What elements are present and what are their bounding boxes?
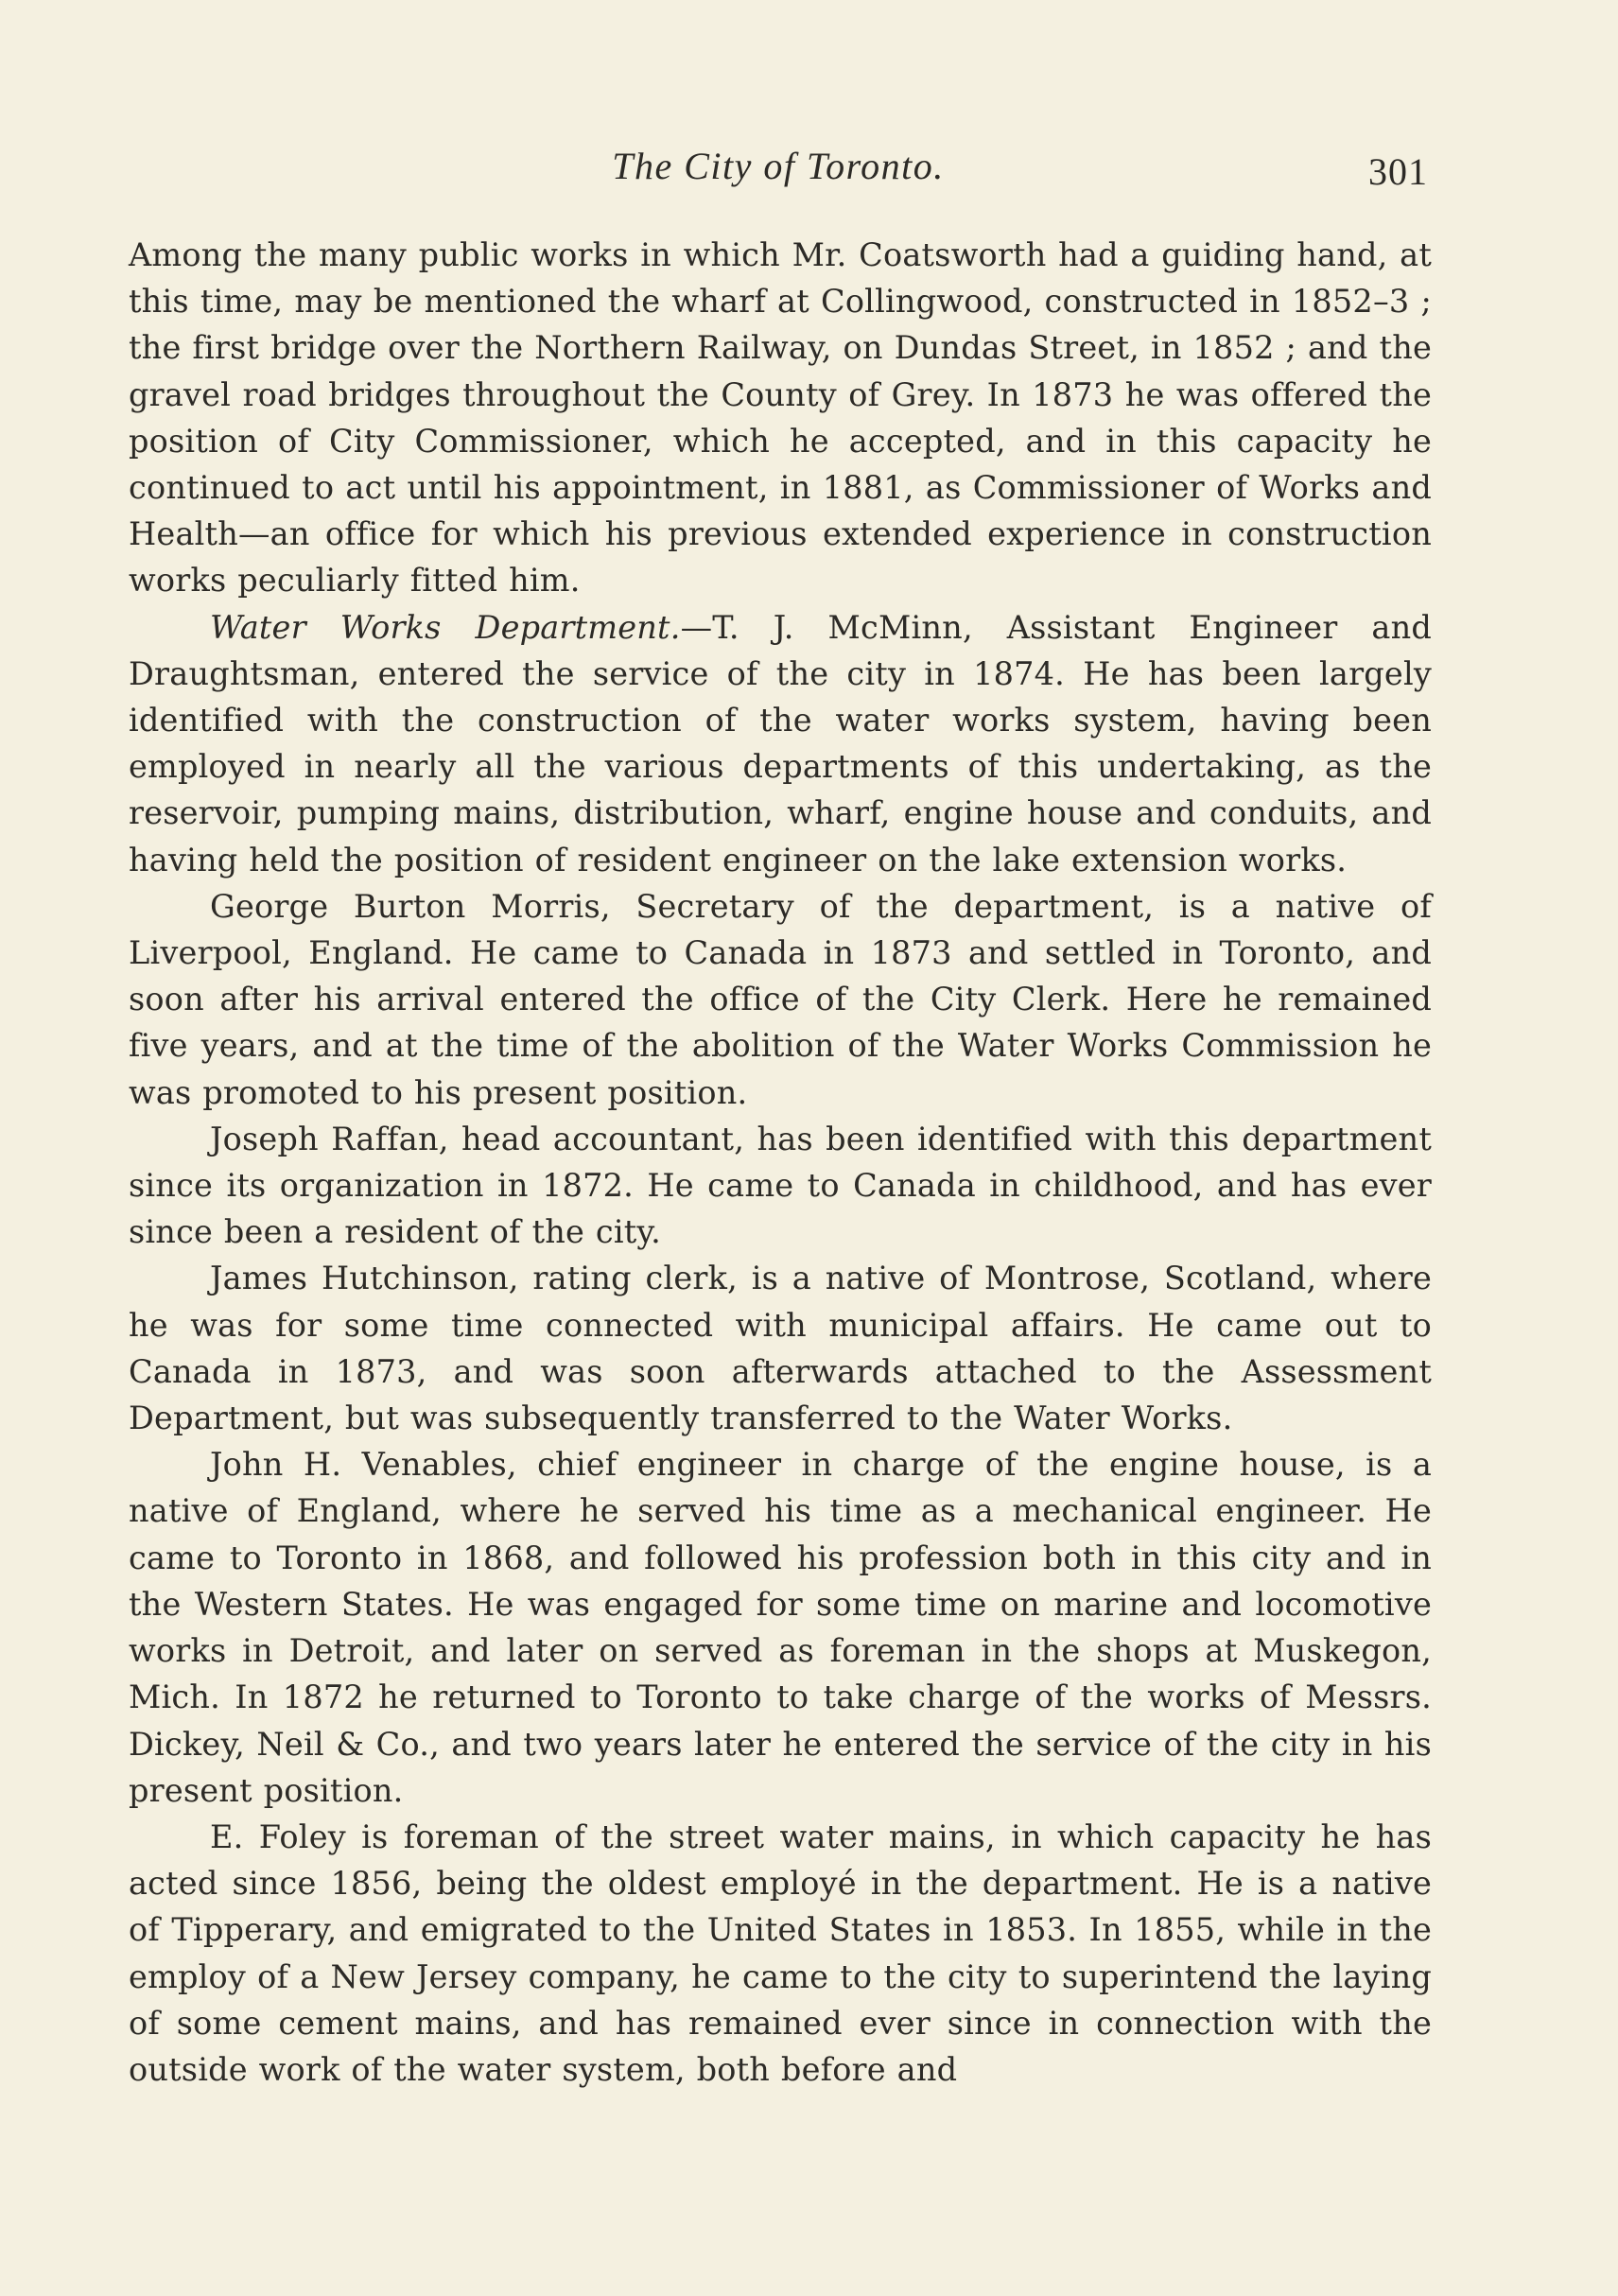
paragraph-text: James Hutchinson, rating clerk, is a native of Montrose, Scotland, where he was for some time connected with municipal affairs. He came out to Canada in 1873, and was soon afterwards attached to the Assessment Department, but was subsequently transferred to the Water Works. — [129, 1260, 1432, 1437]
paragraph-text: —T. J. McMinn, Assistant Engineer and Draughtsman, entered the service of the city in 1874. He has been largely identified with the construction of the water works system, having been employed in nearly all the various departments of this undertaking, as the reservoir, pumping mains, distribution, wharf, engine house and conduits, and having held the position of resident engineer on the lake extension works. — [129, 608, 1432, 878]
paragraph-james-hutchinson — [129, 1255, 1432, 1441]
paragraph-john-h-venables — [129, 1441, 1432, 1814]
paragraph-text: George Burton Morris, Secretary of the department, is a native of Liverpool, England. He came to Canada in 1873 and settled in Toronto, and soon after his arrival entered the office of the City Clerk. Here he remained five years, and at the time of the abolition of the Water Works Commission he was promoted to his present position. — [129, 887, 1432, 1111]
section-heading: Water Works Department. — [210, 608, 681, 646]
running-title: The City of Toronto. — [612, 145, 945, 187]
paragraph-text: Joseph Raffan, head accountant, has been identified with this department since its organization in 1872. He came to Canada in childhood, and has ever since been a resident of the city. — [129, 1120, 1432, 1251]
paragraph-text: E. Foley is foreman of the street water mains, in which capacity he has acted since 1856, being the oldest employé in the department. He is a native of Tipperary, and emigrated to the United States in 1853. In 1855, while in the employ of a New Jersey company, he came to the city to superintend the laying of some cement mains, and has remained ever since in connection with the outside work of the water system, both before and — [129, 1818, 1432, 2088]
paragraph-text: John H. Venables, chief engineer in charge of the engine house, is a native of England, where he served his time as a mechanical engineer. He came to Toronto in 1868, and followed his profession both in this city and in the Western States. He was engaged for some time on marine and locomotive works in Detroit, and later on served as foreman in the shops at Muskegon, Mich. In 1872 he returned to Toronto to take charge of the works of Messrs. Dickey, Neil & Co., and two years later he entered the service of the city in his present position. — [129, 1446, 1432, 1809]
paragraph-coatsworth-public-works — [129, 232, 1432, 604]
page-number: 301 — [1368, 150, 1428, 193]
page-body — [129, 232, 1432, 2093]
paragraph-water-works-department — [129, 604, 1432, 883]
paragraph-e-foley — [129, 1814, 1432, 2093]
paragraph-joseph-raffan — [129, 1116, 1432, 1256]
page-header — [129, 144, 1428, 200]
paragraph-george-burton-morris — [129, 883, 1432, 1116]
paragraph-text: Among the many public works in which Mr. Coatsworth had a guiding hand, at this time, may be mentioned the wharf at Collingwood, constructed in 1852–3 ; the first bridge over the Northern Railway, on Dundas Street, in 1852 ; and the gravel road bridges throughout the County of Grey. In 1873 he was offered the position of City Commissioner, which he accepted, and in this capacity he continued to act until his appointment, in 1881, as Commissioner of Works and Health—an office for which his previous extended experience in construction works peculiarly fitted him. — [129, 236, 1432, 600]
